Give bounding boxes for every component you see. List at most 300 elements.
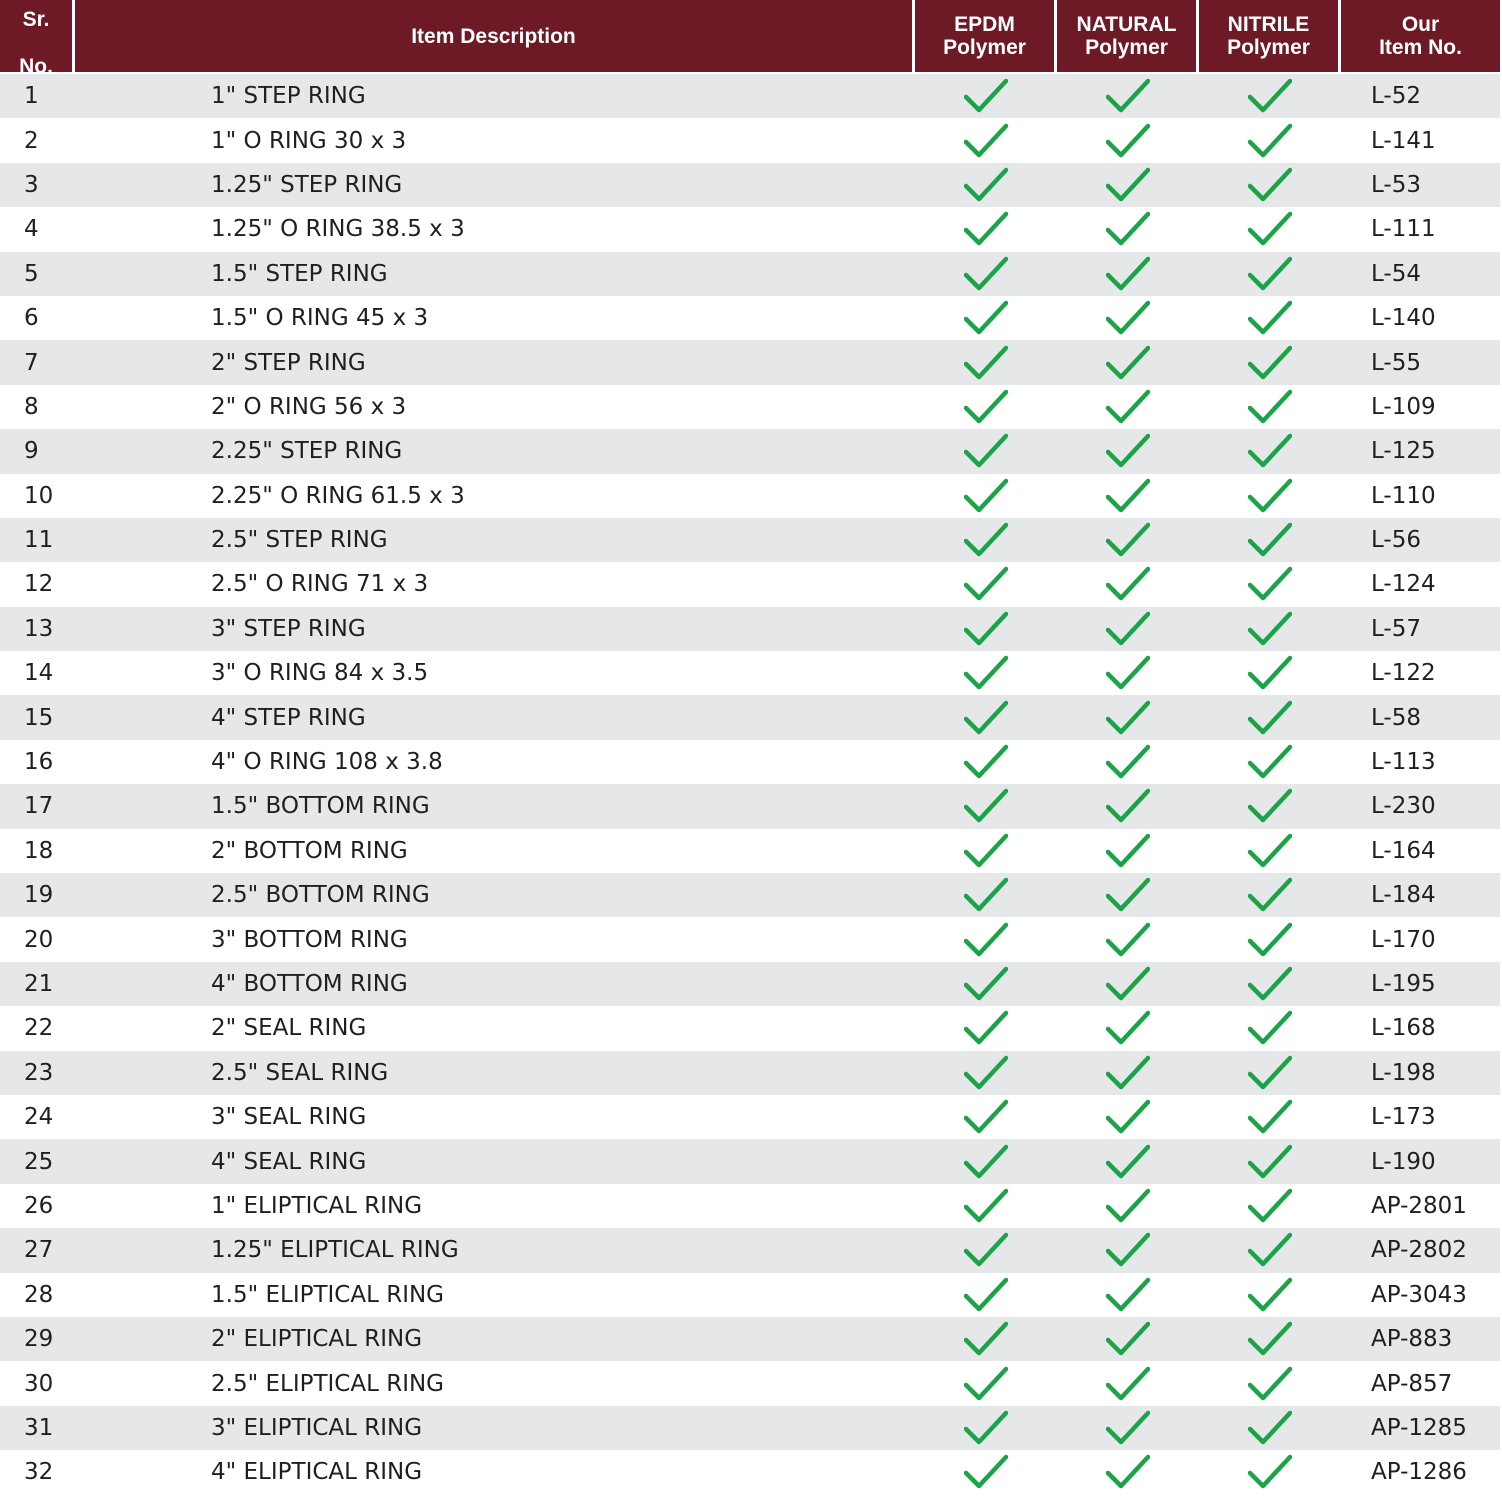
cell-our-item-no: L-57 <box>1371 615 1421 642</box>
check-icon-svg <box>1248 654 1292 692</box>
cell-item-description: 2" SEAL RING <box>211 1015 367 1042</box>
check-icon-svg <box>1106 77 1150 115</box>
check-icon <box>1248 77 1292 115</box>
cell-our-item-no: AP-1285 <box>1371 1414 1467 1441</box>
cell-our-item-no: L-53 <box>1371 171 1421 198</box>
table-row <box>0 740 1500 784</box>
cell-epdm <box>915 1231 1057 1269</box>
cell-our-item-no: L-184 <box>1371 882 1436 909</box>
cell-natural <box>1057 521 1199 559</box>
cell-sr-no: 1 <box>24 83 39 110</box>
cell-our-item-no: L-168 <box>1371 1015 1436 1042</box>
header-item-line2: Item No. <box>1379 36 1462 59</box>
check-icon-svg <box>1106 122 1150 160</box>
cell-our-item-no: AP-3043 <box>1371 1281 1467 1308</box>
check-icon <box>1106 1409 1150 1447</box>
cell-item-description: 4" BOTTOM RING <box>211 971 408 997</box>
cell-nitrile <box>1199 1276 1341 1314</box>
check-icon <box>1248 610 1292 648</box>
table-row <box>0 163 1500 207</box>
cell-our-item-no: AP-857 <box>1371 1370 1453 1397</box>
check-icon <box>1106 388 1150 426</box>
cell-natural <box>1057 432 1199 470</box>
check-icon-svg <box>964 255 1008 293</box>
cell-epdm <box>915 344 1057 382</box>
check-icon-svg <box>964 1143 1008 1181</box>
cell-our-item-no: AP-883 <box>1371 1326 1453 1353</box>
table-row <box>0 607 1500 651</box>
check-icon <box>1106 1143 1150 1181</box>
cell-item-description: 1.25" STEP RING <box>211 171 403 198</box>
cell-sr-no: 30 <box>24 1370 54 1397</box>
check-icon-svg <box>1248 1009 1292 1047</box>
cell-sr-no: 17 <box>24 793 54 820</box>
check-icon-svg <box>1248 299 1292 337</box>
check-icon <box>1248 1143 1292 1181</box>
check-icon-svg <box>1106 166 1150 204</box>
check-icon-svg <box>1248 876 1292 914</box>
cell-nitrile <box>1199 1009 1341 1047</box>
check-icon <box>964 1409 1008 1447</box>
check-icon <box>964 921 1008 959</box>
cell-nitrile <box>1199 1231 1341 1269</box>
check-icon-svg <box>964 1276 1008 1314</box>
cell-epdm <box>915 477 1057 515</box>
check-icon-svg <box>964 610 1008 648</box>
check-icon <box>1106 699 1150 737</box>
cell-sr-no: 23 <box>24 1059 54 1086</box>
cell-sr-no: 15 <box>24 704 54 731</box>
table-row <box>0 1406 1500 1450</box>
cell-our-item-no: L-141 <box>1371 127 1436 154</box>
cell-item-description: 2.5" O RING 71 x 3 <box>211 571 429 598</box>
check-icon-svg <box>1106 1409 1150 1447</box>
header-natural <box>1057 0 1199 72</box>
check-icon-svg <box>1248 1276 1292 1314</box>
check-icon-svg <box>1248 521 1292 559</box>
header-natural-line1: NATURAL <box>1076 13 1177 36</box>
cell-our-item-no: L-164 <box>1371 837 1436 864</box>
cell-nitrile <box>1199 1187 1341 1225</box>
check-icon-svg <box>1248 344 1292 382</box>
cell-natural <box>1057 1365 1199 1403</box>
cell-sr-no: 21 <box>24 971 54 997</box>
cell-nitrile <box>1199 699 1341 737</box>
check-icon-svg <box>1106 1453 1150 1491</box>
check-icon <box>1248 477 1292 515</box>
cell-natural <box>1057 166 1199 204</box>
cell-sr-no: 6 <box>24 305 39 332</box>
check-icon-svg <box>1106 344 1150 382</box>
table-header <box>0 0 1500 78</box>
check-icon <box>1248 921 1292 959</box>
cell-nitrile <box>1199 832 1341 870</box>
check-icon <box>964 1009 1008 1047</box>
check-icon-svg <box>1106 1054 1150 1092</box>
cell-nitrile <box>1199 255 1341 293</box>
cell-item-description: 2.25" STEP RING <box>211 438 403 465</box>
cell-nitrile <box>1199 743 1341 781</box>
cell-epdm <box>915 565 1057 603</box>
cell-sr-no: 11 <box>24 527 54 554</box>
check-icon <box>964 1098 1008 1136</box>
header-natural-line2: Polymer <box>1085 36 1168 59</box>
check-icon-svg <box>1106 1098 1150 1136</box>
check-icon <box>1248 344 1292 382</box>
cell-natural <box>1057 1276 1199 1314</box>
table-row <box>0 118 1500 162</box>
check-icon-svg <box>964 1009 1008 1047</box>
header-item-description <box>75 0 915 72</box>
check-icon-svg <box>1248 166 1292 204</box>
check-icon <box>1248 521 1292 559</box>
check-icon-svg <box>1248 77 1292 115</box>
cell-epdm <box>915 787 1057 825</box>
check-icon <box>1248 832 1292 870</box>
cell-item-description: 2.5" ELIPTICAL RING <box>211 1370 445 1397</box>
check-icon-svg <box>964 1187 1008 1225</box>
check-icon-svg <box>964 965 1008 1003</box>
cell-item-description: 2" ELIPTICAL RING <box>211 1326 423 1353</box>
cell-epdm <box>915 1187 1057 1225</box>
cell-natural <box>1057 921 1199 959</box>
cell-item-description: 1.5" BOTTOM RING <box>211 793 430 820</box>
table-row <box>0 74 1500 118</box>
check-icon-svg <box>1106 1365 1150 1403</box>
check-icon-svg <box>1248 565 1292 603</box>
table-row <box>0 340 1500 384</box>
check-icon-svg <box>1248 743 1292 781</box>
table-row <box>0 474 1500 518</box>
check-icon <box>964 1143 1008 1181</box>
table-row <box>0 962 1500 1006</box>
check-icon <box>1106 166 1150 204</box>
cell-epdm <box>915 832 1057 870</box>
cell-item-description: 4" ELIPTICAL RING <box>211 1459 423 1486</box>
check-icon <box>1106 1365 1150 1403</box>
cell-our-item-no: L-230 <box>1371 793 1436 820</box>
check-icon <box>1248 1098 1292 1136</box>
check-icon <box>964 166 1008 204</box>
cell-epdm <box>915 299 1057 337</box>
check-icon <box>964 388 1008 426</box>
cell-item-description: 4" O RING 108 x 3.8 <box>211 749 443 776</box>
check-icon <box>964 1054 1008 1092</box>
cell-natural <box>1057 1187 1199 1225</box>
check-icon <box>964 299 1008 337</box>
header-epdm <box>915 0 1057 72</box>
cell-nitrile <box>1199 1143 1341 1181</box>
check-icon-svg <box>1106 521 1150 559</box>
cell-item-description: 2.5" STEP RING <box>211 527 388 554</box>
check-icon-svg <box>1106 299 1150 337</box>
check-icon <box>1248 388 1292 426</box>
check-icon <box>1248 743 1292 781</box>
check-icon-svg <box>1106 477 1150 515</box>
cell-nitrile <box>1199 610 1341 648</box>
check-icon-svg <box>964 122 1008 160</box>
check-icon <box>1248 1453 1292 1491</box>
check-icon <box>964 876 1008 914</box>
cell-nitrile <box>1199 654 1341 692</box>
check-icon <box>964 255 1008 293</box>
table-row <box>0 695 1500 739</box>
check-icon <box>1106 743 1150 781</box>
check-icon <box>964 1187 1008 1225</box>
check-icon <box>1106 565 1150 603</box>
table-row <box>0 651 1500 695</box>
cell-nitrile <box>1199 1320 1341 1358</box>
check-icon <box>1248 1187 1292 1225</box>
cell-nitrile <box>1199 299 1341 337</box>
header-our-item-no <box>1341 0 1500 72</box>
header-description-label: Item Description <box>411 24 576 48</box>
check-icon <box>964 122 1008 160</box>
check-icon <box>1248 1276 1292 1314</box>
cell-natural <box>1057 77 1199 115</box>
header-sr-line1: Sr. <box>22 8 50 31</box>
check-icon <box>1106 787 1150 825</box>
cell-nitrile <box>1199 565 1341 603</box>
cell-sr-no: 32 <box>24 1459 54 1486</box>
check-icon-svg <box>1106 876 1150 914</box>
cell-item-description: 1" O RING 30 x 3 <box>211 127 407 154</box>
check-icon <box>1106 344 1150 382</box>
check-icon <box>1248 699 1292 737</box>
cell-nitrile <box>1199 477 1341 515</box>
cell-epdm <box>915 921 1057 959</box>
cell-item-description: 3" SEAL RING <box>211 1104 367 1131</box>
cell-item-description: 2.25" O RING 61.5 x 3 <box>211 482 465 509</box>
cell-item-description: 4" SEAL RING <box>211 1148 367 1175</box>
check-icon-svg <box>1106 654 1150 692</box>
check-icon <box>1106 1009 1150 1047</box>
cell-natural <box>1057 299 1199 337</box>
check-icon-svg <box>964 743 1008 781</box>
check-icon-svg <box>1248 477 1292 515</box>
check-icon-svg <box>1248 1365 1292 1403</box>
cell-epdm <box>915 77 1057 115</box>
check-icon-svg <box>1106 610 1150 648</box>
cell-natural <box>1057 699 1199 737</box>
check-icon-svg <box>1106 565 1150 603</box>
cell-epdm <box>915 1009 1057 1047</box>
cell-our-item-no: L-190 <box>1371 1148 1436 1175</box>
table-row <box>0 1139 1500 1183</box>
cell-item-description: 3" ELIPTICAL RING <box>211 1414 423 1441</box>
check-icon <box>1248 1365 1292 1403</box>
cell-natural <box>1057 255 1199 293</box>
check-icon <box>964 1231 1008 1269</box>
check-icon-svg <box>1106 743 1150 781</box>
check-icon-svg <box>1248 832 1292 870</box>
cell-epdm <box>915 965 1057 1003</box>
cell-natural <box>1057 565 1199 603</box>
cell-our-item-no: AP-2801 <box>1371 1192 1467 1219</box>
cell-sr-no: 5 <box>24 260 39 287</box>
check-icon <box>1106 122 1150 160</box>
check-icon <box>964 521 1008 559</box>
cell-our-item-no: L-55 <box>1371 349 1421 376</box>
check-icon <box>964 699 1008 737</box>
check-icon-svg <box>1248 965 1292 1003</box>
cell-sr-no: 18 <box>24 837 54 864</box>
cell-natural <box>1057 1143 1199 1181</box>
check-icon-svg <box>1248 432 1292 470</box>
check-icon <box>1248 1320 1292 1358</box>
check-icon <box>1106 832 1150 870</box>
table-row <box>0 562 1500 606</box>
check-icon <box>1106 521 1150 559</box>
cell-epdm <box>915 610 1057 648</box>
cell-nitrile <box>1199 1453 1341 1491</box>
check-icon <box>1248 166 1292 204</box>
table-row <box>0 1450 1500 1494</box>
check-icon-svg <box>1106 965 1150 1003</box>
cell-nitrile <box>1199 876 1341 914</box>
check-icon-svg <box>1248 1143 1292 1181</box>
table-row <box>0 1361 1500 1405</box>
check-icon <box>964 787 1008 825</box>
cell-nitrile <box>1199 388 1341 426</box>
check-icon-svg <box>964 77 1008 115</box>
check-icon <box>1248 654 1292 692</box>
cell-natural <box>1057 654 1199 692</box>
cell-sr-no: 28 <box>24 1281 54 1308</box>
check-icon <box>1248 1409 1292 1447</box>
cell-sr-no: 13 <box>24 615 54 642</box>
check-icon-svg <box>1106 1143 1150 1181</box>
table-row <box>0 873 1500 917</box>
cell-natural <box>1057 1009 1199 1047</box>
check-icon-svg <box>1248 699 1292 737</box>
cell-nitrile <box>1199 344 1341 382</box>
cell-epdm <box>915 388 1057 426</box>
cell-natural <box>1057 1231 1199 1269</box>
check-icon <box>964 344 1008 382</box>
header-epdm-line2: Polymer <box>943 36 1026 59</box>
cell-sr-no: 2 <box>24 127 39 154</box>
cell-sr-no: 25 <box>24 1148 54 1175</box>
check-icon <box>1248 1231 1292 1269</box>
cell-item-description: 2" BOTTOM RING <box>211 837 408 864</box>
cell-natural <box>1057 1098 1199 1136</box>
check-icon <box>1106 921 1150 959</box>
cell-item-description: 4" STEP RING <box>211 704 366 731</box>
check-icon <box>1106 965 1150 1003</box>
cell-our-item-no: L-111 <box>1371 216 1436 243</box>
cell-our-item-no: L-125 <box>1371 438 1436 465</box>
cell-natural <box>1057 122 1199 160</box>
cell-our-item-no: L-56 <box>1371 527 1421 554</box>
check-icon <box>1248 876 1292 914</box>
cell-sr-no: 31 <box>24 1414 54 1441</box>
cell-epdm <box>915 255 1057 293</box>
cell-epdm <box>915 1098 1057 1136</box>
cell-item-description: 1.25" ELIPTICAL RING <box>211 1237 459 1264</box>
check-icon-svg <box>964 1453 1008 1491</box>
cell-nitrile <box>1199 122 1341 160</box>
cell-sr-no: 27 <box>24 1237 54 1264</box>
header-nitrile <box>1199 0 1341 72</box>
cell-natural <box>1057 1409 1199 1447</box>
check-icon <box>964 77 1008 115</box>
check-icon-svg <box>1106 388 1150 426</box>
check-icon <box>1106 876 1150 914</box>
check-icon <box>964 1276 1008 1314</box>
cell-our-item-no: L-113 <box>1371 749 1436 776</box>
cell-epdm <box>915 210 1057 248</box>
check-icon <box>1248 565 1292 603</box>
cell-item-description: 1.5" STEP RING <box>211 260 388 287</box>
check-icon <box>1106 654 1150 692</box>
check-icon <box>964 210 1008 248</box>
check-icon <box>1106 1453 1150 1491</box>
cell-item-description: 2" STEP RING <box>211 349 366 376</box>
cell-nitrile <box>1199 521 1341 559</box>
check-icon-svg <box>964 166 1008 204</box>
cell-natural <box>1057 787 1199 825</box>
check-icon <box>1248 255 1292 293</box>
check-icon <box>964 565 1008 603</box>
cell-sr-no: 14 <box>24 660 54 687</box>
check-icon <box>964 965 1008 1003</box>
cell-epdm <box>915 521 1057 559</box>
cell-sr-no: 3 <box>24 171 39 198</box>
check-icon-svg <box>964 299 1008 337</box>
cell-item-description: 1.5" ELIPTICAL RING <box>211 1281 445 1308</box>
check-icon <box>1248 787 1292 825</box>
check-icon-svg <box>964 1098 1008 1136</box>
cell-sr-no: 4 <box>24 216 39 243</box>
cell-item-description: 3" STEP RING <box>211 615 366 642</box>
check-icon <box>1106 1231 1150 1269</box>
cell-our-item-no: L-173 <box>1371 1104 1436 1131</box>
check-icon-svg <box>964 565 1008 603</box>
cell-epdm <box>915 166 1057 204</box>
cell-nitrile <box>1199 965 1341 1003</box>
cell-epdm <box>915 1320 1057 1358</box>
check-icon <box>1248 122 1292 160</box>
cell-natural <box>1057 743 1199 781</box>
cell-our-item-no: AP-2802 <box>1371 1237 1467 1264</box>
table-row <box>0 518 1500 562</box>
check-icon-svg <box>1248 1409 1292 1447</box>
cell-epdm <box>915 122 1057 160</box>
table-row <box>0 207 1500 251</box>
check-icon <box>1106 299 1150 337</box>
table-row <box>0 1095 1500 1139</box>
cell-sr-no: 29 <box>24 1326 54 1353</box>
check-icon <box>1248 210 1292 248</box>
header-nitrile-line1: NITRILE <box>1227 13 1310 36</box>
table-row <box>0 829 1500 873</box>
cell-epdm <box>915 432 1057 470</box>
cell-epdm <box>915 743 1057 781</box>
check-icon-svg <box>1248 787 1292 825</box>
cell-epdm <box>915 1453 1057 1491</box>
check-icon-svg <box>1106 1231 1150 1269</box>
check-icon-svg <box>1248 388 1292 426</box>
check-icon-svg <box>964 210 1008 248</box>
check-icon-svg <box>1106 255 1150 293</box>
check-icon-svg <box>1248 1320 1292 1358</box>
cell-our-item-no: L-170 <box>1371 926 1436 953</box>
cell-our-item-no: L-122 <box>1371 660 1436 687</box>
cell-natural <box>1057 876 1199 914</box>
check-icon <box>1106 477 1150 515</box>
check-icon-svg <box>1106 832 1150 870</box>
